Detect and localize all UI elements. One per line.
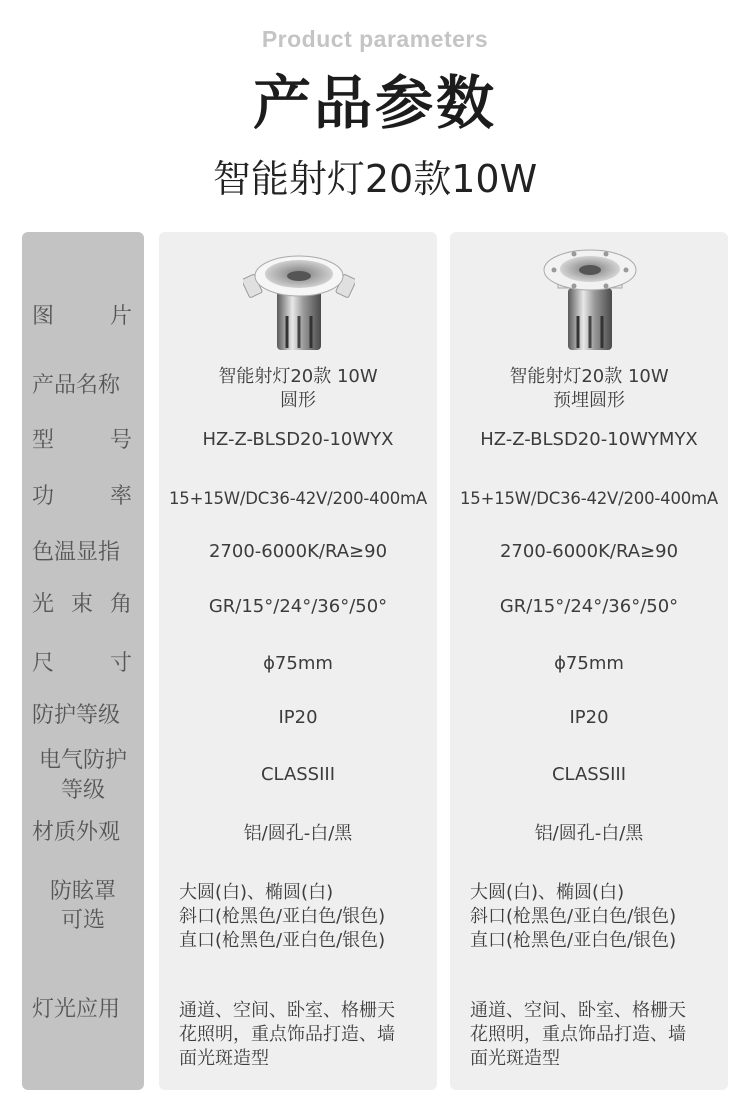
glare-option-3: 直口(枪黑色/亚白色/银色) (179, 930, 386, 951)
size-value: ϕ75mm (554, 653, 624, 674)
application-line-1: 通道、空间、卧室、格栅天 (470, 1000, 686, 1021)
label-image-char2: 片 (109, 304, 132, 329)
application-line-2: 花照明，重点饰品打造、墙 (179, 1024, 395, 1045)
ip-rating-value: IP20 (278, 707, 318, 728)
product-column-1 (159, 232, 437, 1090)
glare-option-2: 斜口(枪黑色/亚白色/银色) (179, 906, 386, 927)
ip-rating-value: IP20 (569, 707, 609, 728)
label-color-temp: 色温显指 (32, 540, 121, 565)
glare-option-1: 大圆(白)、椭圆(白) (470, 882, 625, 903)
label-model (22, 426, 144, 456)
label-electrical-line2: 等级 (60, 778, 105, 803)
label-ip-rating: 防护等级 (32, 703, 121, 728)
glare-option-3: 直口(枪黑色/亚白色/银色) (470, 930, 677, 951)
label-size-char2: 寸 (109, 651, 132, 676)
label-beam-angle (22, 590, 144, 620)
color-temp-value: 2700-6000K/RA≥90 (499, 541, 679, 562)
label-power-char2: 率 (109, 484, 132, 509)
power-value: 15+15W/DC36-42V/200-400mA (459, 489, 718, 508)
label-material: 材质外观 (32, 820, 121, 845)
page-title: 产品参数 (252, 69, 497, 137)
product-subtitle: 智能射灯20款10W (212, 157, 538, 201)
round-spotlight-icon (243, 246, 355, 358)
glare-option-1: 大圆(白)、椭圆(白) (179, 882, 334, 903)
label-beam-char3: 角 (109, 592, 132, 617)
application-line-2: 花照明，重点饰品打造、墙 (470, 1024, 686, 1045)
label-name: 产品名称 (32, 373, 121, 398)
label-beam-char1: 光 (32, 592, 55, 617)
model-value: HZ-Z-BLSD20-10WYX (202, 429, 394, 450)
color-temp-value: 2700-6000K/RA≥90 (208, 541, 388, 562)
product-name-line1: 智能射灯20款 10W (509, 366, 669, 387)
product-column-2 (450, 232, 728, 1090)
material-value: 铝/圆孔-白/黑 (534, 823, 644, 844)
electrical-value: CLASSIII (260, 764, 336, 785)
label-beam-char2: 束 (70, 592, 93, 617)
label-column (22, 232, 144, 1090)
electrical-value: CLASSIII (551, 764, 627, 785)
recessed-round-spotlight-icon (534, 246, 646, 358)
label-glare-line1: 防眩罩 (49, 879, 116, 904)
label-model-char2: 号 (109, 428, 132, 453)
application-line-1: 通道、空间、卧室、格栅天 (179, 1000, 395, 1021)
power-value: 15+15W/DC36-42V/200-400mA (168, 489, 427, 508)
label-application: 灯光应用 (32, 997, 121, 1022)
beam-angle-value: GR/15°/24°/36°/50° (499, 596, 679, 617)
material-value: 铝/圆孔-白/黑 (243, 823, 353, 844)
label-model-char1: 型 (32, 428, 55, 453)
application-line-3: 面光斑造型 (179, 1048, 269, 1069)
label-size-char1: 尺 (32, 651, 55, 676)
product-name-line2: 圆形 (280, 390, 316, 411)
label-power-char1: 功 (32, 484, 55, 509)
label-electrical-line1: 电气防护 (38, 748, 127, 773)
eyebrow-text: Product parameters (261, 26, 489, 52)
application-line-3: 面光斑造型 (470, 1048, 560, 1069)
product-name-line1: 智能射灯20款 10W (218, 366, 378, 387)
product-name-line2: 预埋圆形 (553, 390, 625, 411)
model-value: HZ-Z-BLSD20-10WYMYX (480, 429, 698, 450)
beam-angle-value: GR/15°/24°/36°/50° (208, 596, 388, 617)
size-value: ϕ75mm (263, 653, 333, 674)
glare-option-2: 斜口(枪黑色/亚白色/银色) (470, 906, 677, 927)
label-image-char1: 图 (32, 304, 55, 329)
label-glare-line2: 可选 (60, 908, 105, 933)
label-size (22, 649, 144, 679)
label-power (22, 482, 144, 512)
label-image (22, 302, 144, 332)
